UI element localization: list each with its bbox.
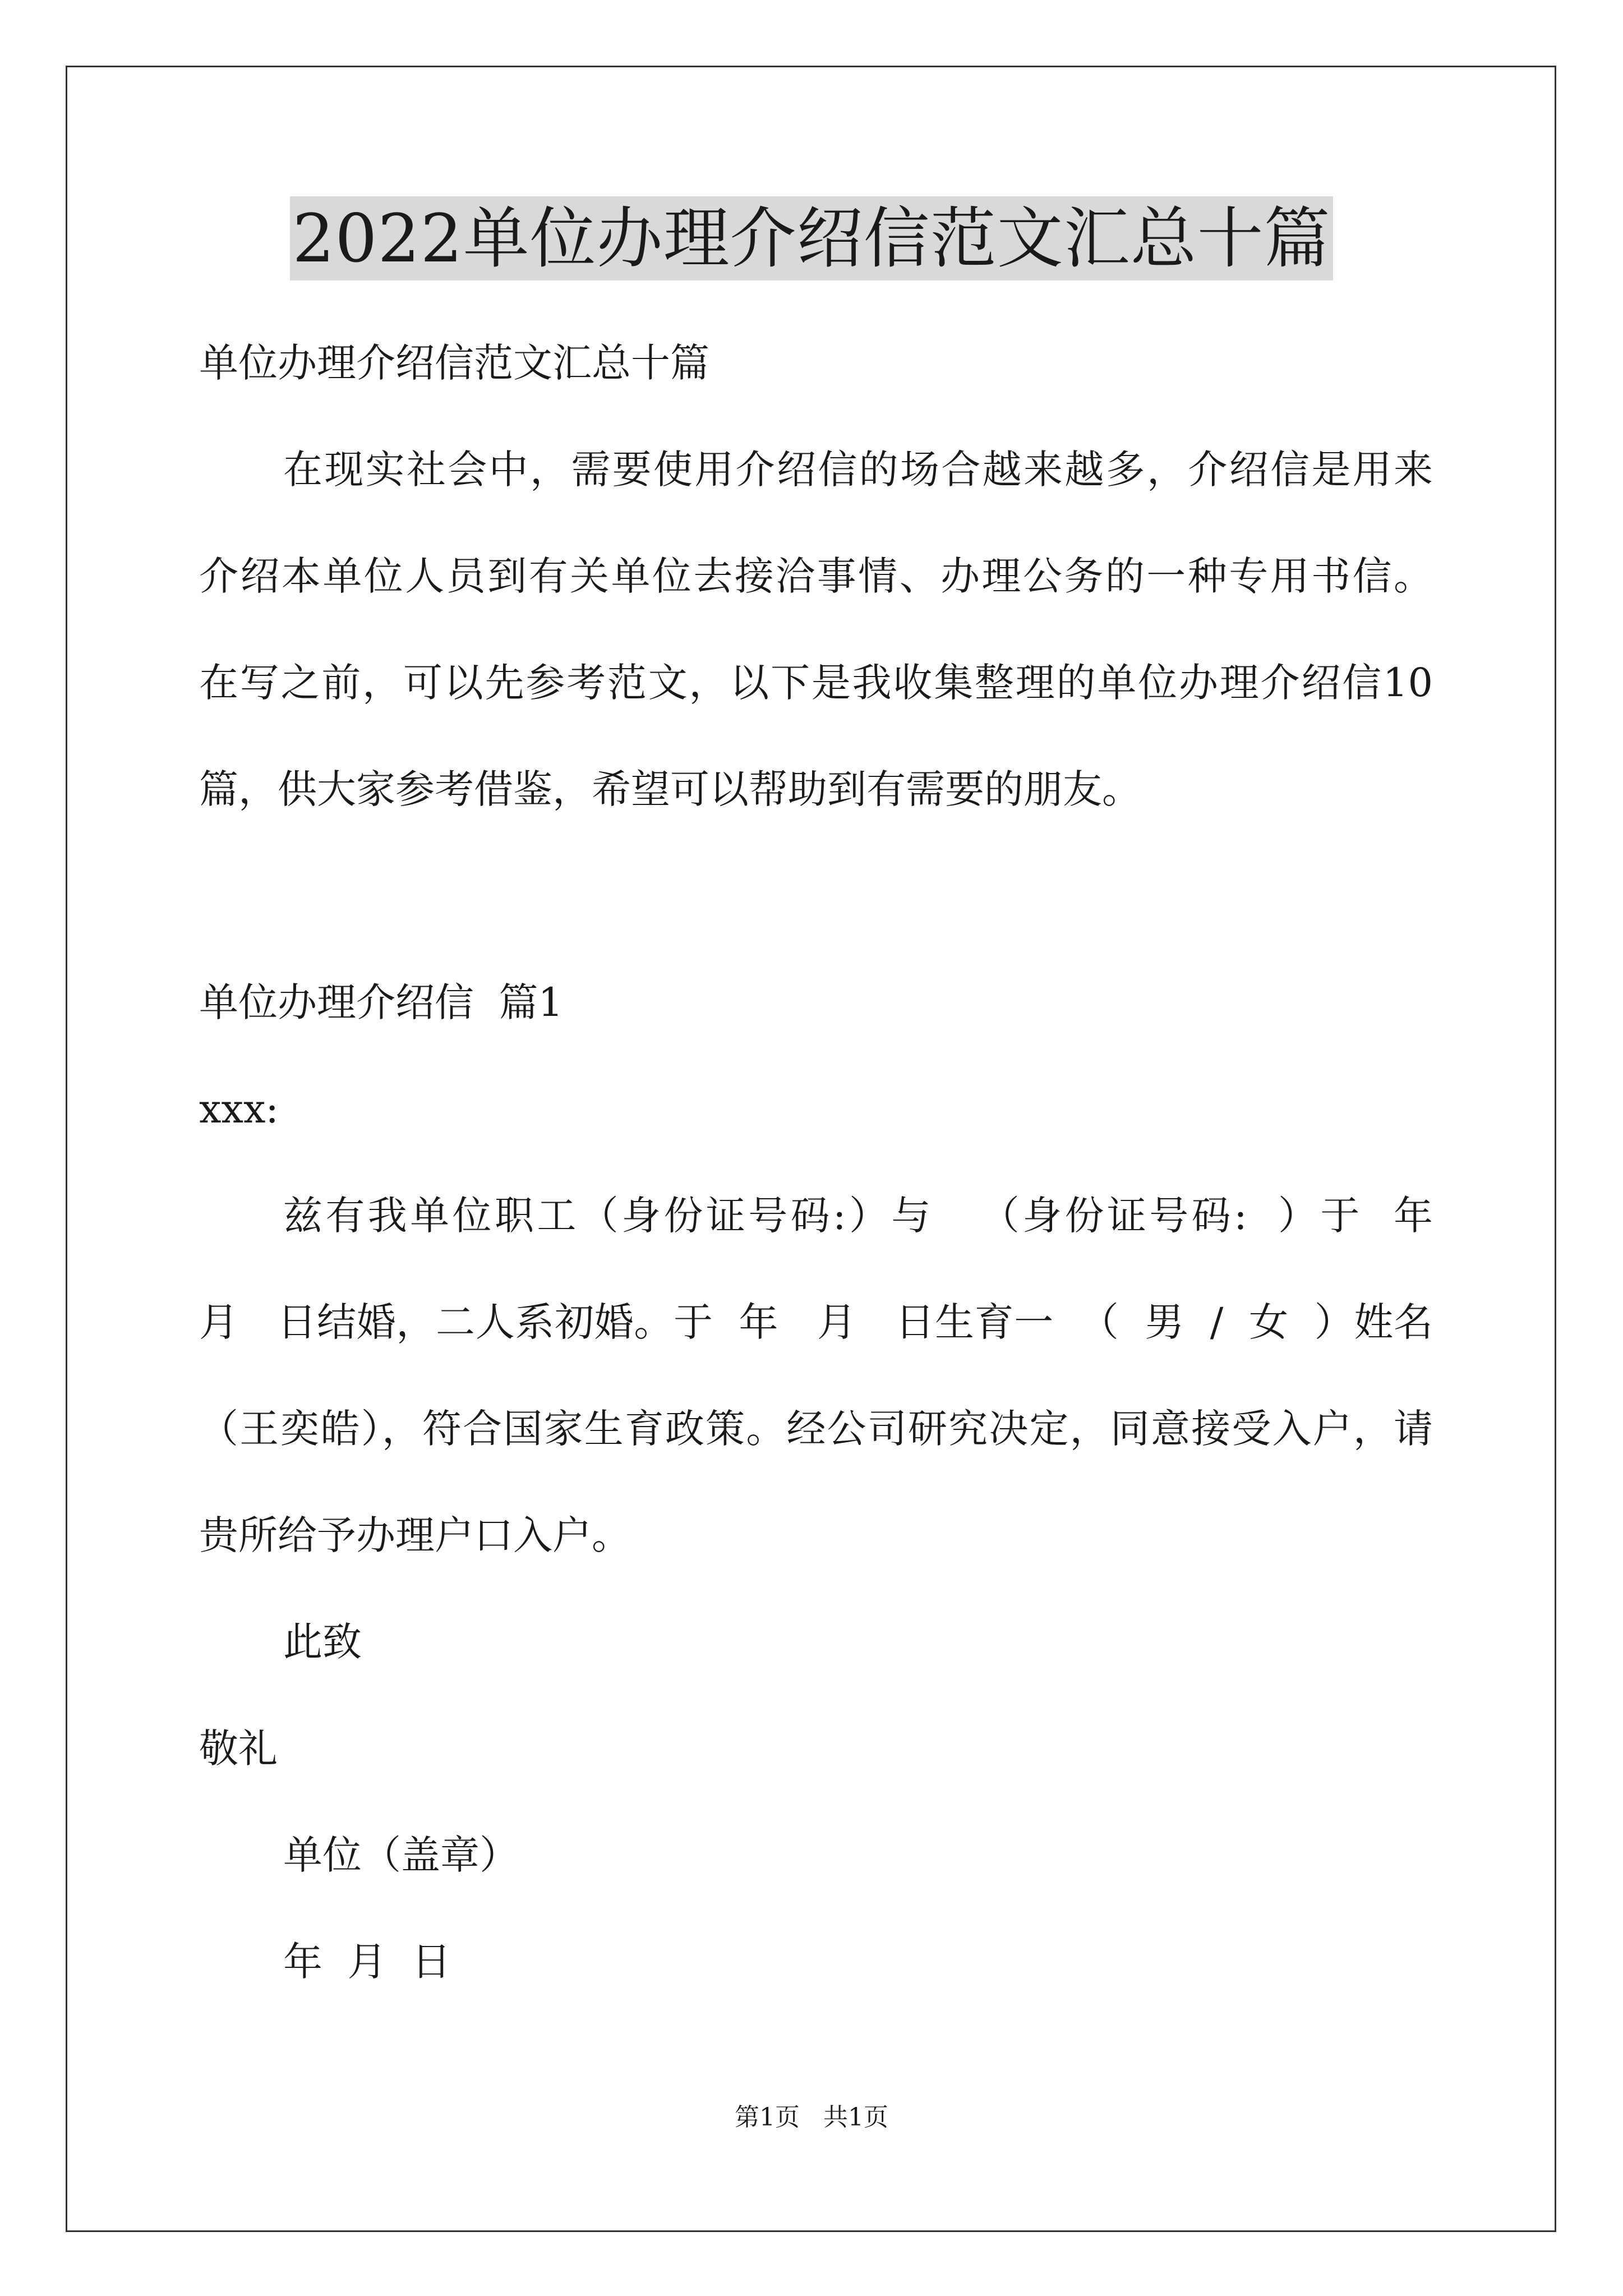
body-line: 贵所给予办理户口入户。 [199,1512,631,1558]
body-line: 兹有我单位职工（身份证号码:）与 （身份证号码: ）于 年 [283,1193,1433,1239]
intro-line: 篇，供大家参考借鉴，希望可以帮助到有需要的朋友。 [199,766,1141,812]
body-line: 月 日结婚，二人系初婚。于 年 月 日生育一 （ 男 / 女 ）姓名 [199,1299,1433,1345]
signature-unit: 单位（盖章） [283,1832,519,1878]
intro-line: 介绍本单位人员到有关单位去接洽事情、办理公务的一种专用书信。 [199,553,1433,599]
paragraph-gap [199,843,1433,949]
page-footer: 第1页 共1页 [735,2103,888,2132]
closing-line: 敬礼 [199,1726,278,1772]
title-container [0,196,1623,280]
section-heading: 单位办理介绍信 篇1 [199,979,564,1025]
signature-date: 年 月 日 [283,1939,451,1985]
document-title: 2022单位办理介绍信范文汇总十篇 [290,196,1332,280]
closing-line: 此致 [283,1619,362,1665]
intro-line: 在现实社会中，需要使用介绍信的场合越来越多，介绍信是用来 [283,447,1433,493]
intro-line: 在写之前，可以先参考范文，以下是我收集整理的单位办理介绍信10 [199,660,1433,706]
subtitle: 单位办理介绍信范文汇总十篇 [199,340,709,386]
salutation: xxx: [199,1086,279,1132]
document-body [199,310,1433,2015]
body-line: （王奕皓），符合国家生育政策。经公司研究决定，同意接受入户，请 [199,1406,1433,1452]
